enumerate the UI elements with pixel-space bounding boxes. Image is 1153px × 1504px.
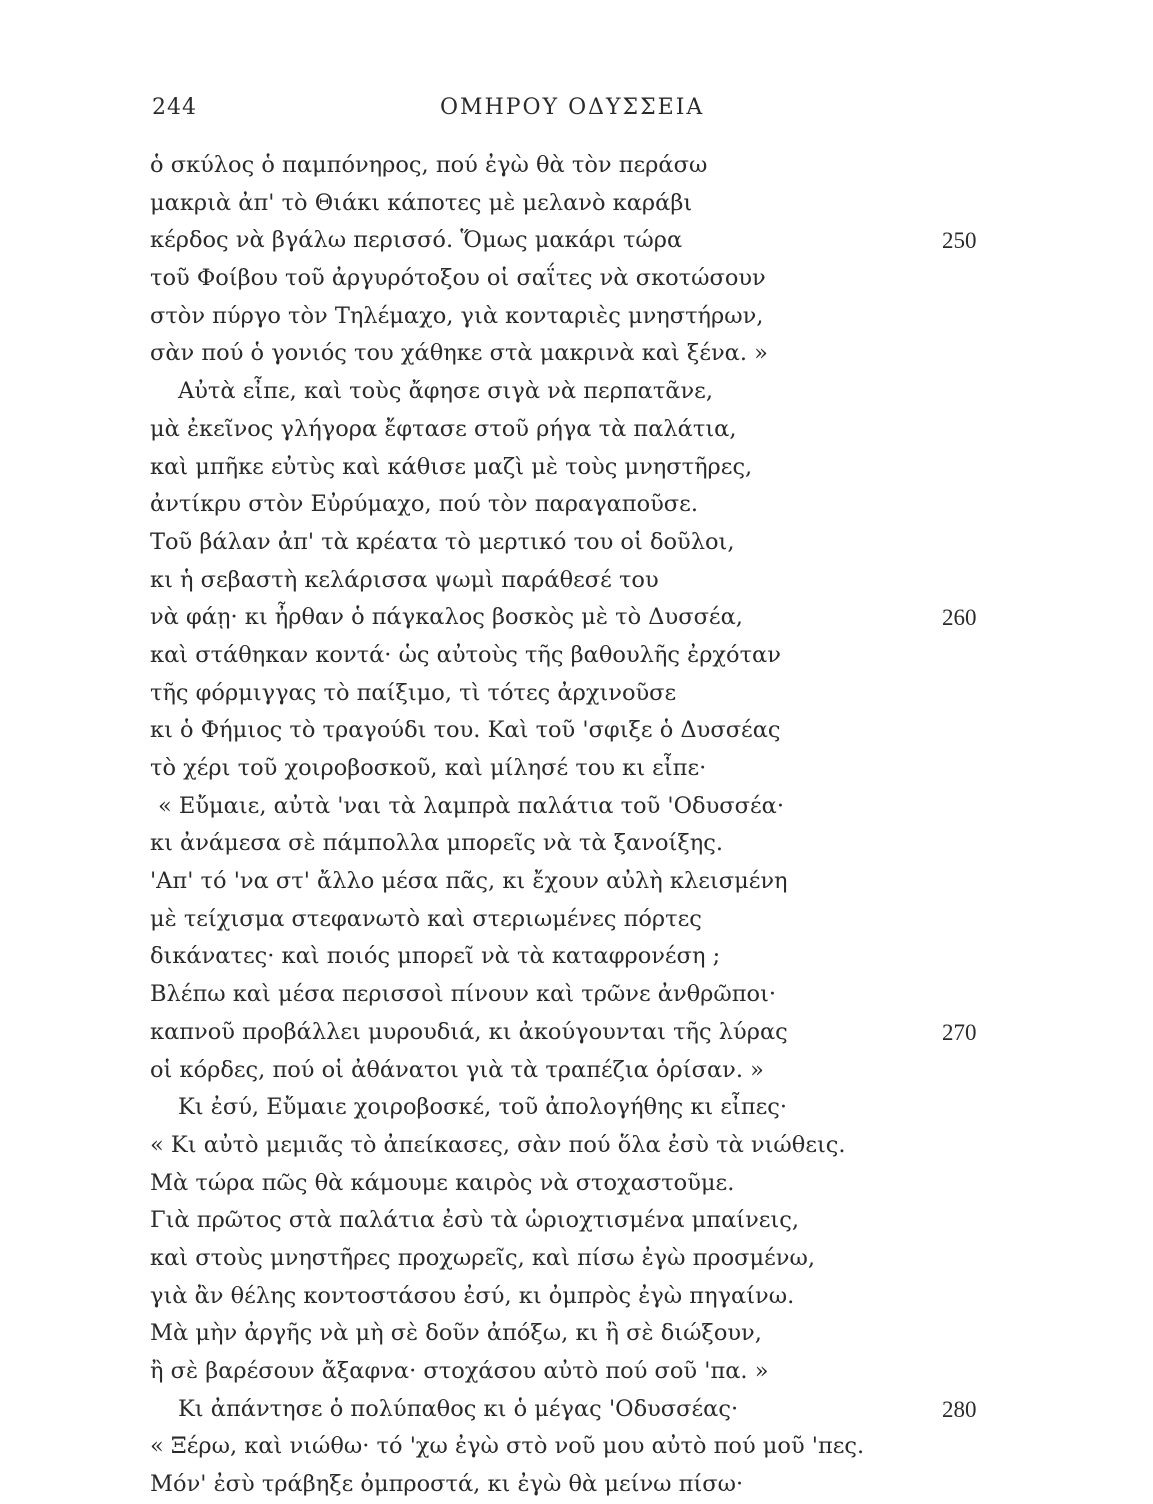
verse-line <box>150 260 1010 298</box>
verse-text: « Ξέρω, καὶ νιώθω· τό 'χω ἐγὼ στὸ νοῦ μου αὐτὸ πού μοῦ 'πες. <box>150 1433 865 1460</box>
verse-line <box>150 1428 1010 1466</box>
verse-text: ἀντίκρυ στὸν Εὐρύμαχο, πού τὸν παραγαποῦσε. <box>150 491 698 518</box>
running-head: ΟΜΗΡΟΥ ΟΔΥΣΣΕΙΑ <box>440 95 705 120</box>
line-number: 250 <box>942 228 977 254</box>
verse-text: τὸ χέρι τοῦ χοιροβοσκοῦ, καὶ μίλησέ του κι εἶπε· <box>150 755 707 781</box>
verse-text: Βλέπω καὶ μέσα περισσοὶ πίνουν καὶ τρῶνε ἀνθρῶποι· <box>150 981 777 1008</box>
verse-text: οἱ κόρδες, πού οἱ ἀθάνατοι γιὰ τὰ τραπέζια ὁρίσαν. » <box>150 1056 764 1083</box>
verse-line <box>150 524 1010 562</box>
verse-text: Τοῦ βάλαν ἀπ' τὰ κρέατα τὸ μερτικό του οἱ δοῦλοι, <box>150 528 735 555</box>
verse-line <box>150 1466 1010 1504</box>
verse-line <box>150 147 1010 185</box>
line-number: 260 <box>942 605 977 631</box>
verse-text: μὲ τείχισμα στεφανωτὸ καὶ στεριωμένες πόρτες <box>150 905 702 932</box>
verse-line <box>150 712 1010 750</box>
verse-line <box>150 1278 1010 1316</box>
verse-text: τοῦ Φοίβου τοῦ ἀργυρότοξου οἱ σαΐτες νὰ σκοτώσουν <box>150 265 766 292</box>
verse-line <box>150 449 1010 487</box>
verse-line <box>150 599 1010 637</box>
verse-text: καὶ στάθηκαν κοντά· ὡς αὐτοὺς τῆς βαθουλῆς ἐρχόταν <box>150 641 781 668</box>
verse-line <box>150 863 1010 901</box>
verse-text: καπνοῦ προβάλλει μυρουδιά, κι ἀκούγουνται τῆς λύρας <box>150 1018 788 1045</box>
verse-line <box>150 411 1010 449</box>
verse-line <box>150 1127 1010 1165</box>
verse-text: τῆς φόρμιγγας τὸ παίξιμο, τὶ τότες ἀρχινοῦσε <box>150 679 677 706</box>
verse-text: σὰν πού ὁ γονιός του χάθηκε στὰ μακρινὰ καὶ ξένα. » <box>150 340 768 367</box>
verse-line <box>150 1240 1010 1278</box>
verse-text: ὁ σκύλος ὁ παμπόνηρος, πού ἐγὼ θὰ τὸν περάσω <box>150 152 708 178</box>
verse-text: Μὰ μὴν ἀργῆς νὰ μὴ σὲ δοῦν ἀπόξω, κι ἢ σὲ διώξουν, <box>150 1320 762 1347</box>
verse-line <box>150 1089 1010 1127</box>
verse-line <box>150 976 1010 1014</box>
verse-text: μακριὰ ἀπ' τὸ Θιάκι κάποτες μὲ μελανὸ καράβι <box>150 189 693 216</box>
verse-line <box>150 298 1010 336</box>
verse-text: καὶ μπῆκε εὐτὺς καὶ κάθισε μαζὶ μὲ τοὺς μνηστῆρες, <box>150 453 753 480</box>
verse-text: « Εὔμαιε, αὐτὰ 'ναι τὰ λαμπρὰ παλάτια τοῦ 'Οδυσσέα· <box>158 792 785 819</box>
verse-text: Μόν' ἐσὺ τράβηξε ὀμπροστά, κι ἐγὼ θὰ μείνω πίσω· <box>150 1471 744 1498</box>
verse-text: κι ὁ Φήμιος τὸ τραγούδι του. Καὶ τοῦ 'σφιξε ὁ Δυσσέας <box>150 717 781 744</box>
verse-line <box>150 750 1010 788</box>
verse-line <box>150 1202 1010 1240</box>
verse-line <box>150 1052 1010 1090</box>
verse-text: γιὰ ἂν θέλης κοντοστάσου ἐσύ, κι ὀμπρὸς ἐγὼ πηγαίνω. <box>150 1282 795 1309</box>
verse-text: Μὰ τώρα πῶς θὰ κάμουμε καιρὸς νὰ στοχαστοῦμε. <box>150 1169 735 1196</box>
verse-line <box>150 373 1010 411</box>
verse-text: Αὐτὰ εἶπε, καὶ τοὺς ἄφησε σιγὰ νὰ περπατᾶνε, <box>178 378 713 405</box>
verse-text: δικάνατες· καὶ ποιός μπορεῖ νὰ τὰ καταφρονέση ; <box>150 943 721 970</box>
verse-text: Γιὰ πρῶτος στὰ παλάτια ἐσὺ τὰ ὡριοχτισμένα μπαίνεις, <box>150 1207 799 1234</box>
verse-text: ἢ σὲ βαρέσουν ἄξαφνα· στοχάσου αὐτὸ πού σοῦ 'πα. » <box>150 1358 769 1384</box>
verse-line <box>150 562 1010 600</box>
verse-text: κι ἀνάμεσα σὲ πάμπολλα μπορεῖς νὰ τὰ ξανοίξης. <box>150 830 723 857</box>
line-number: 270 <box>942 1019 977 1045</box>
verse-text: « Κι αὐτὸ μεμιᾶς τὸ ἀπείκασες, σὰν πού ὅλα ἐσὺ τὰ νιώθεις. <box>150 1131 846 1158</box>
verse-line <box>150 1391 1010 1429</box>
verse-text: Κι ἀπάντησε ὁ πολύπαθος κι ὁ μέγας 'Οδυσσέας· <box>178 1395 739 1422</box>
verse-text: στὸν πύργο τὸν Τηλέμαχο, γιὰ κονταριὲς μνηστήρων, <box>150 302 764 329</box>
verse-line <box>150 938 1010 976</box>
verse-line <box>150 335 1010 373</box>
verse-line <box>150 185 1010 223</box>
verse-line <box>150 1315 1010 1353</box>
line-number: 280 <box>942 1396 977 1422</box>
verse-text: καὶ στοὺς μνηστῆρες προχωρεῖς, καὶ πίσω ἐγὼ προσμένω, <box>150 1244 815 1271</box>
verse-text: κι ἡ σεβαστὴ κελάρισσα ψωμὶ παράθεσέ του <box>150 566 659 593</box>
verse-line <box>150 825 1010 863</box>
verse-text: 'Απ' τό 'να στ' ἄλλο μέσα πᾶς, κι ἔχουν αὐλὴ κλεισμένη <box>150 868 788 895</box>
page-number: 244 <box>152 95 197 120</box>
verse-line <box>150 1014 1010 1052</box>
verse-text: κέρδος νὰ βγάλω περισσό. Ὅμως μακάρι τώρα <box>150 227 683 254</box>
verse-line <box>150 222 1010 260</box>
verse-line <box>150 486 1010 524</box>
verse-line <box>150 788 1010 826</box>
verse-line <box>150 675 1010 713</box>
verse-line <box>150 1165 1010 1203</box>
verse-line <box>150 637 1010 675</box>
verse-line <box>150 1353 1010 1391</box>
verse-text: νὰ φάῃ· κι ἦρθαν ὁ πάγκαλος βοσκὸς μὲ τὸ Δυσσέα, <box>150 604 743 631</box>
verse-line <box>150 901 1010 939</box>
verse-text: μὰ ἐκεῖνος γλήγορα ἔφτασε στοῦ ρήγα τὰ παλάτια, <box>150 415 737 442</box>
verse-block <box>150 147 1010 1504</box>
verse-text: Κι ἐσύ, Εὔμαιε χοιροβοσκέ, τοῦ ἀπολογήθης κι εἶπες· <box>178 1094 788 1121</box>
